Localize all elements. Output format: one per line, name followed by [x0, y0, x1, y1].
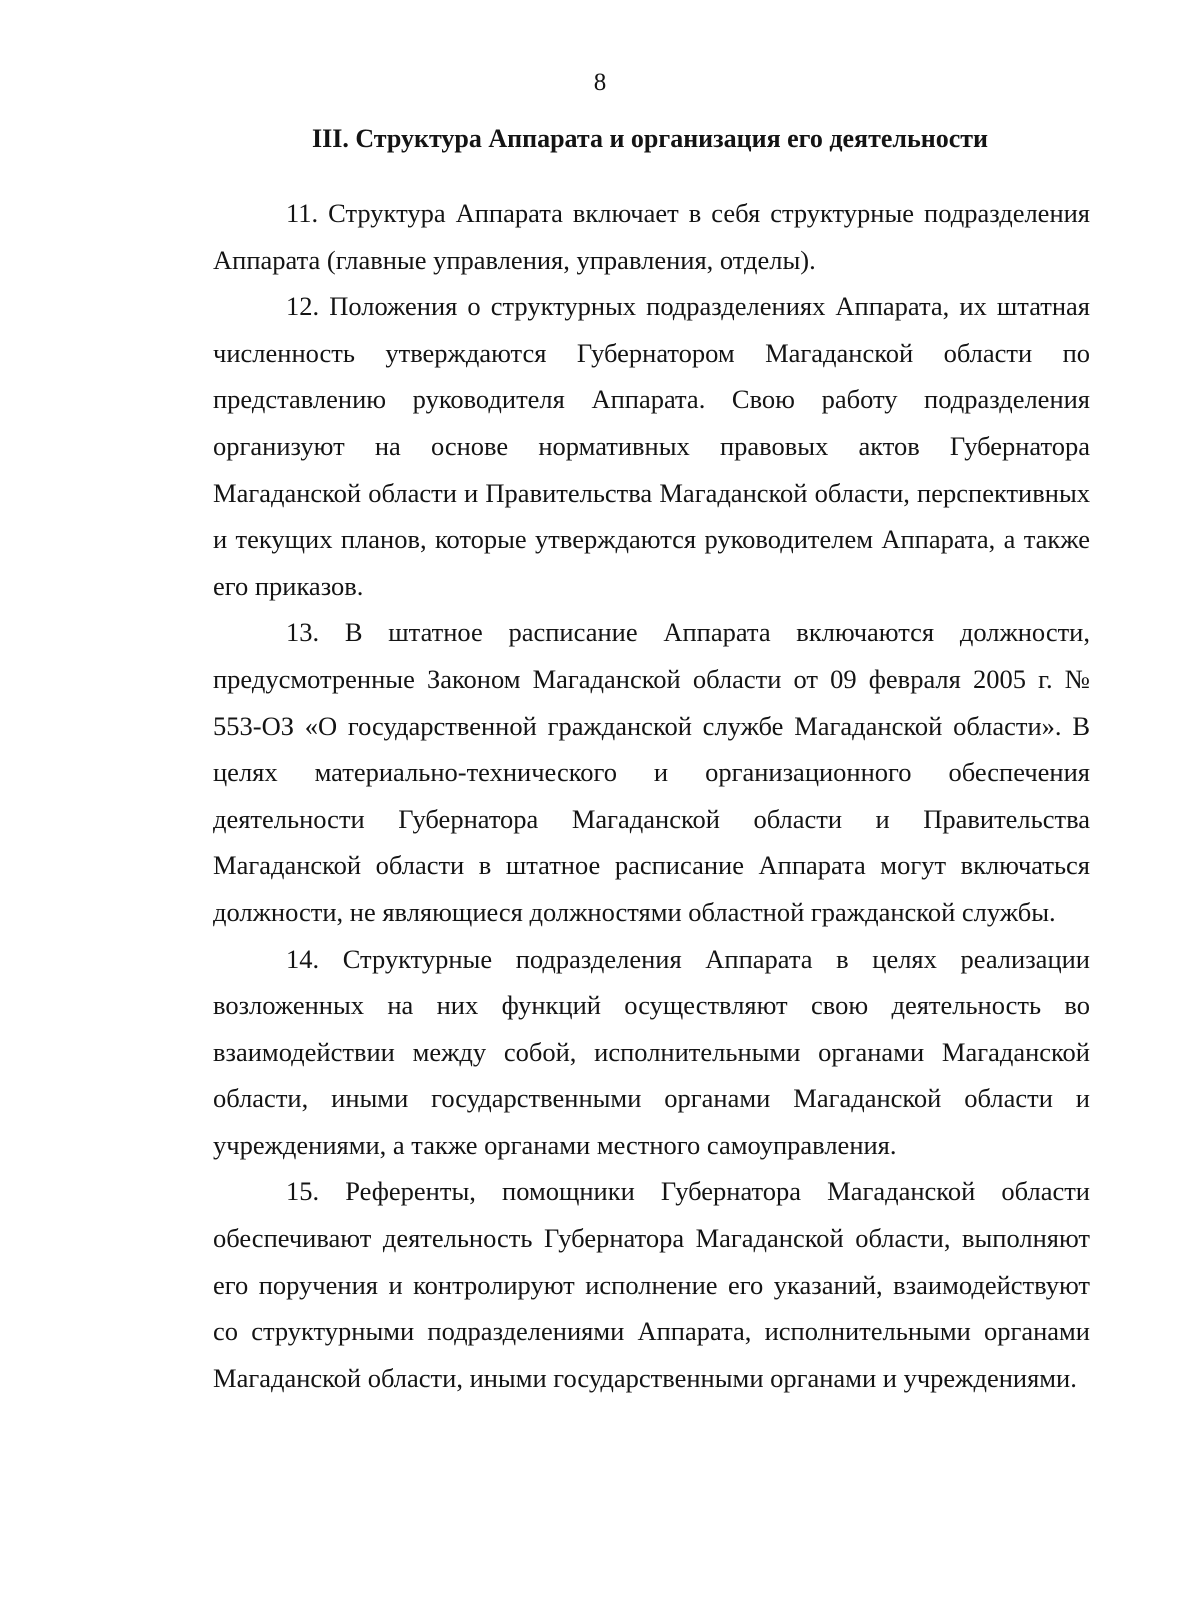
paragraph-15: 15. Референты, помощники Губернатора Магаданской области обеспечивают деятельность Губернатора Магаданской области, выполняют его поручения и контролируют исполнение его указаний, взаимодействуют со структурными подразделениями Аппарата, исполнительными органами Магаданской области, иными государственными органами и учреждениями. — [213, 1176, 1090, 1393]
document-body — [213, 190, 1090, 1401]
paragraph-12: 12. Положения о структурных подразделениях Аппарата, их штатная численность утверждаются Губернатором Магаданской области по представлению руководителя Аппарата. Свою работу подразделения организуют на основе нормативных правовых актов Губернатора Магаданской области и Правительства Магаданской области, перспективных и текущих планов, которые утверждаются руководителем Аппарата, а также его приказов. — [213, 291, 1090, 601]
paragraph-11: 11. Структура Аппарата включает в себя структурные подразделения Аппарата (главные управления, управления, отделы). — [213, 198, 1090, 275]
section-heading: III. Структура Аппарата и организация его деятельности — [311, 124, 989, 153]
paragraph-13: 13. В штатное расписание Аппарата включаются должности, предусмотренные Законом Магаданской области от 09 февраля 2005 г. № 553-ОЗ «О государственной гражданской службе Магаданской области». В целях материально-технического и организационного обеспечения деятельности Губернатора Магаданской области и Правительства Магаданской области в штатное расписание Аппарата могут включаться должности, не являющиеся должностями областной гражданской службы. — [213, 617, 1090, 927]
page-number: 8 — [593, 69, 607, 96]
paragraph-14: 14. Структурные подразделения Аппарата в целях реализации возложенных на них функций осуществляют свою деятельность во взаимодействии между собой, исполнительными органами Магаданской области, иными государственными органами Магаданской области и учреждениями, а также органами местного самоуправления. — [213, 943, 1090, 1160]
